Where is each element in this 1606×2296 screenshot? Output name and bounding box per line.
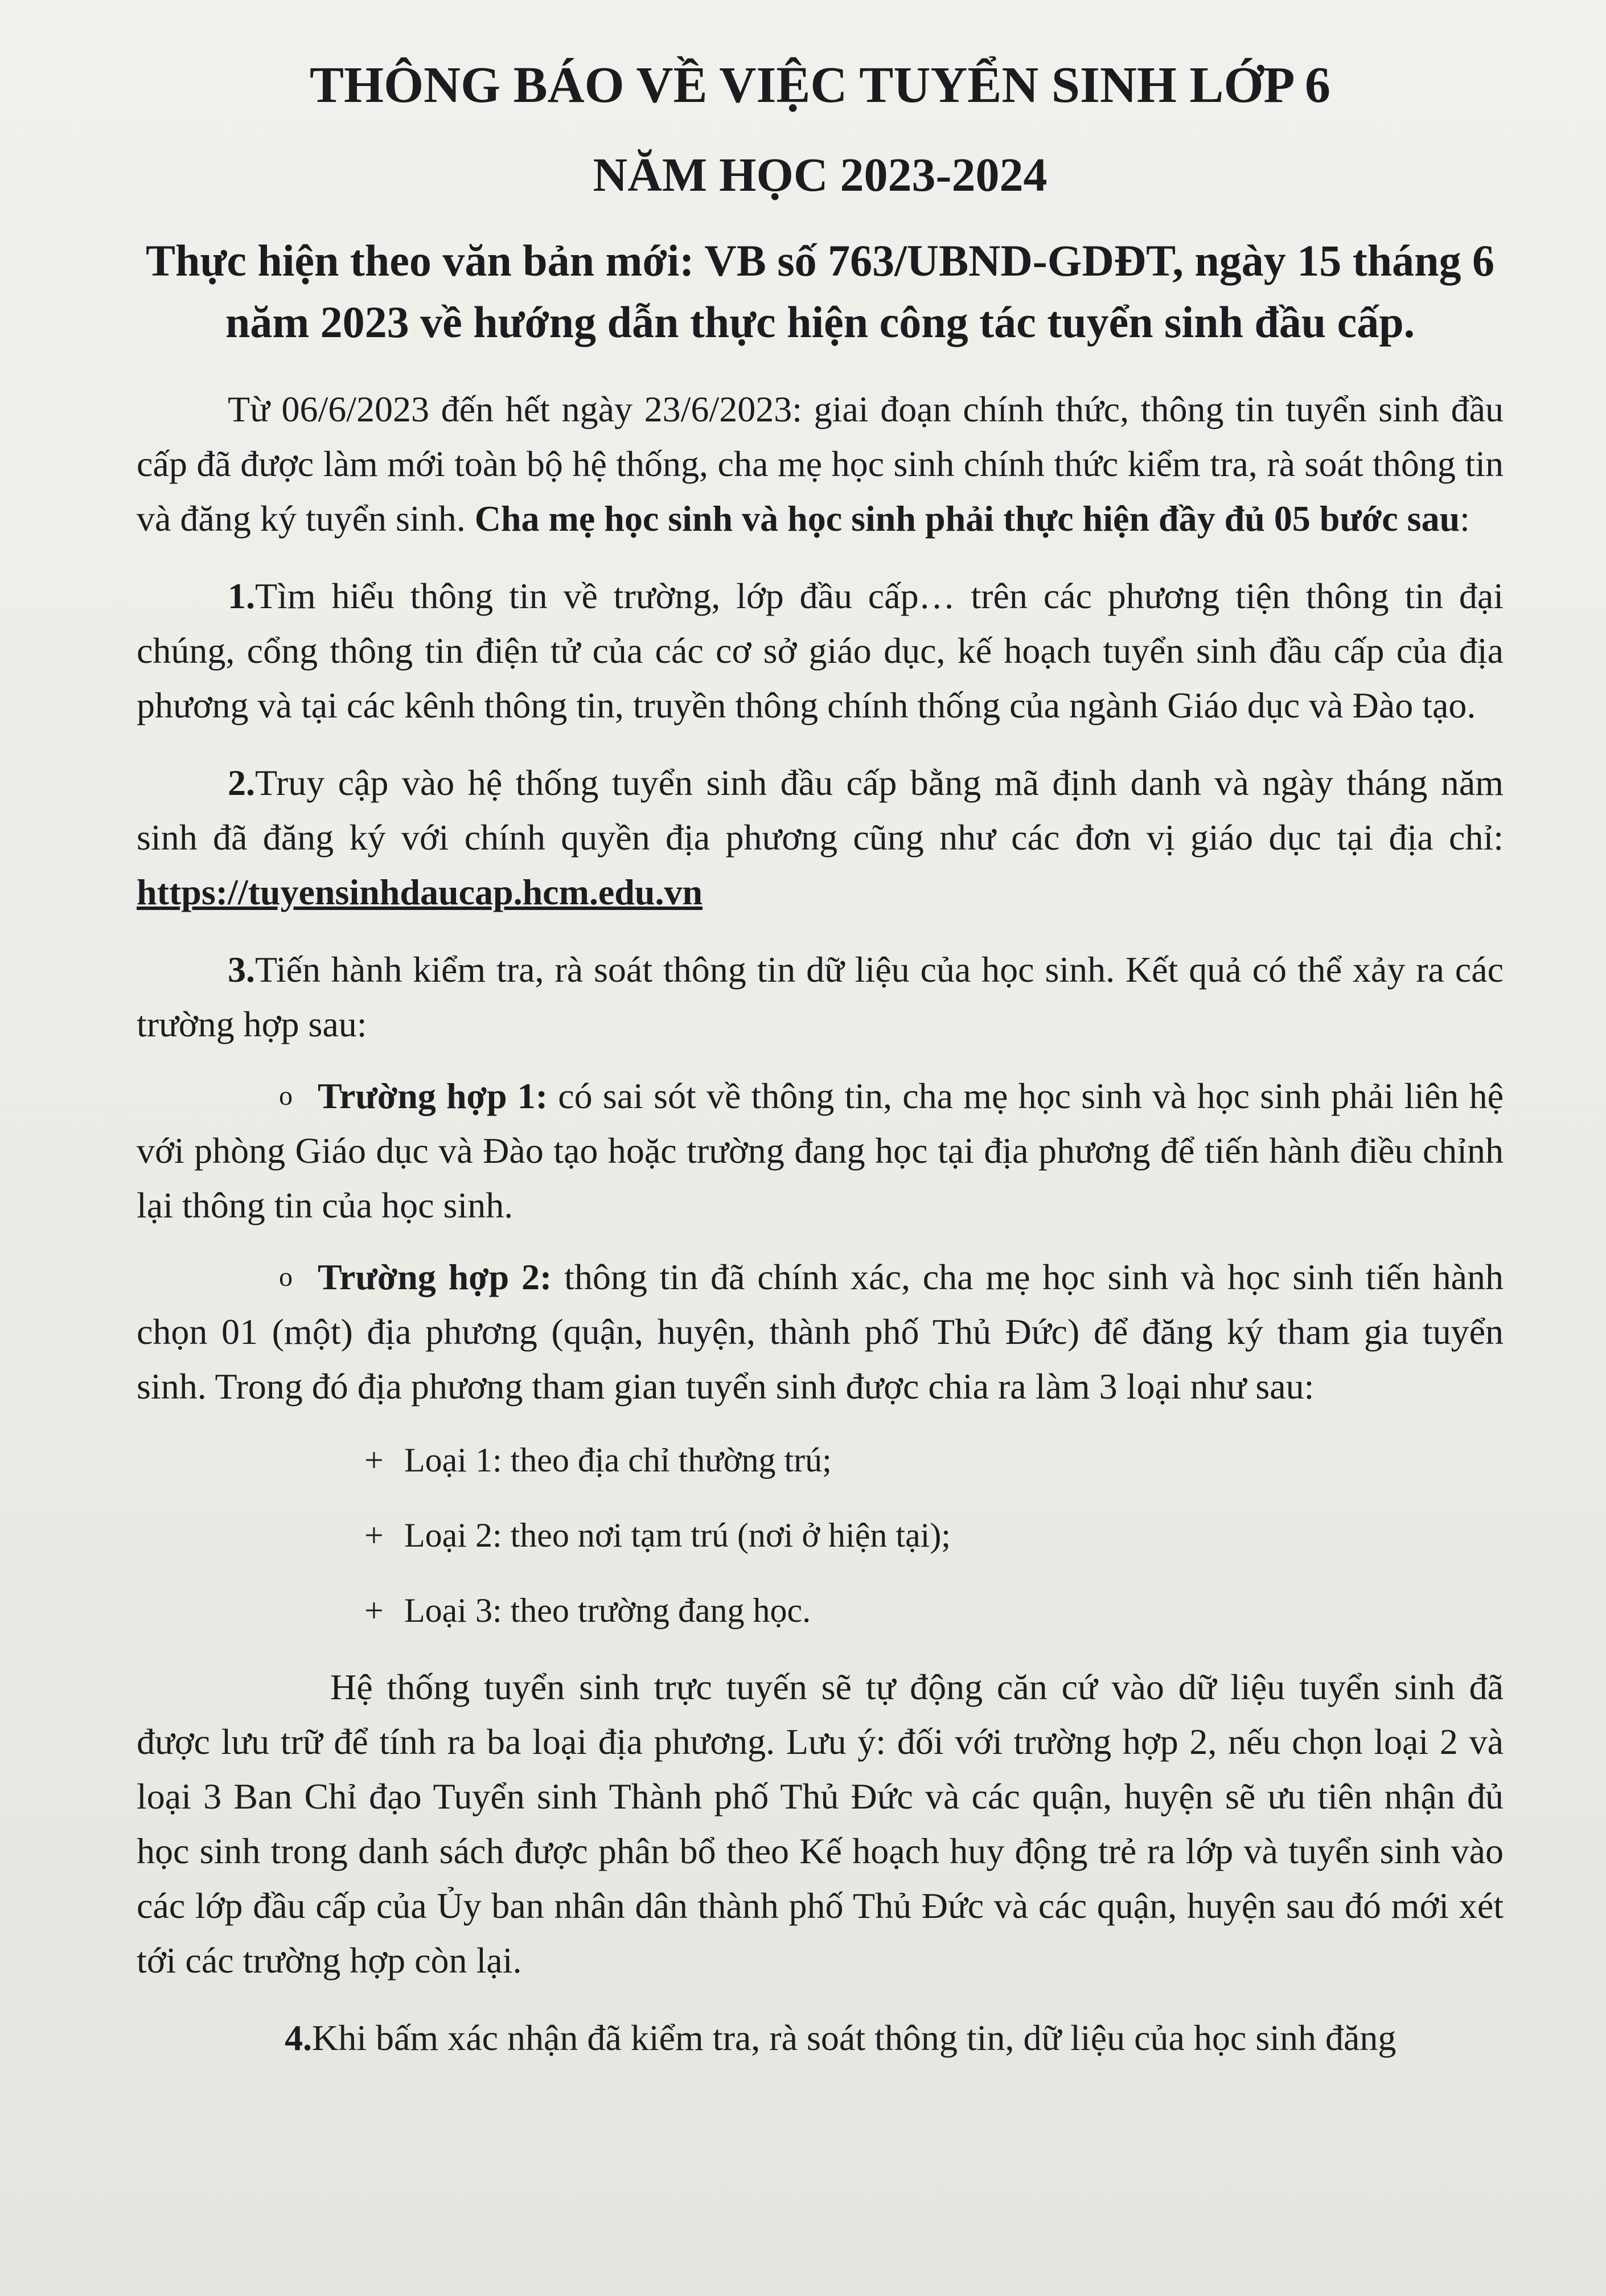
case-text: có sai sót về thông tin, cha mẹ học sinh và học sinh phải liên hệ với phòng Giáo dục và Đào tạo hoặc trường đang học tại địa phương để tiến hành điều chỉnh lại thông tin của học sinh. — [137, 1076, 1504, 1226]
circle-bullet-icon: o — [279, 1081, 293, 1112]
school-year: NĂM HỌC 2023-2024 — [593, 148, 1048, 202]
plus-bullet-icon: + — [364, 1516, 384, 1555]
case-1 — [137, 1069, 1504, 1233]
list-item — [364, 1585, 1504, 1636]
step-3 — [137, 942, 1504, 1052]
type-text: Loại 2: theo nơi tạm trú (nơi ở hiện tại); — [404, 1516, 951, 1555]
step-number: 1. — [228, 576, 255, 617]
intro-tail: : — [1460, 498, 1470, 539]
list-item — [364, 1510, 1504, 1561]
step-number: 2. — [228, 762, 255, 803]
case-text: thông tin đã chính xác, cha mẹ học sinh và học sinh tiến hành chọn 01 (một) địa phương (quận, huyện, thành phố Thủ Đức) để đăng ký tham gia tuyển sinh. Trong đó địa phương tham gian tuyển sinh được chia ra làm 3 loại như sau: — [137, 1257, 1504, 1407]
type-text: Loại 3: theo trường đang học. — [404, 1592, 811, 1630]
step-text: Tìm hiểu thông tin về trường, lớp đầu cấp… trên các phương tiện thông tin đại chúng, cổng thông tin điện tử của các cơ sở giáo dục, kế hoạch tuyển sinh đầu cấp của địa phương và tại các kênh thông tin, truyền thông chính thống của ngành Giáo dục và Đào tạo. — [137, 576, 1504, 726]
intro-paragraph — [137, 382, 1504, 546]
step-2 — [137, 756, 1504, 920]
registration-link[interactable]: https://tuyensinhdaucap.hcm.edu.vn — [137, 872, 703, 913]
intro-bold-text: Cha mẹ học sinh và học sinh phải thực hiện đầy đủ 05 bước sau — [474, 498, 1460, 539]
document-title: THÔNG BÁO VỀ VIỆC TUYỂN SINH LỚP 6 — [310, 57, 1330, 113]
case-label: Trường hợp 2: — [318, 1257, 552, 1298]
list-item — [364, 1434, 1504, 1486]
plus-bullet-icon: + — [364, 1592, 384, 1630]
plus-bullet-icon: + — [364, 1441, 384, 1479]
step-text: Khi bấm xác nhận đã kiểm tra, rà soát thông tin, dữ liệu của học sinh đăng — [312, 2018, 1396, 2059]
step-4 — [137, 2011, 1504, 2065]
step-1 — [137, 569, 1504, 733]
step-text: Truy cập vào hệ thống tuyển sinh đầu cấp bằng mã định danh và ngày tháng năm sinh đã đăng ký với chính quyền địa phương cũng như các đơn vị giáo dục tại địa chỉ: — [137, 762, 1504, 858]
step-number: 3. — [228, 949, 255, 990]
case-label: Trường hợp 1: — [318, 1076, 548, 1117]
region-type-list — [364, 1434, 1504, 1636]
intro-text: Từ 06/6/2023 đến hết ngày 23/6/2023: giai đoạn chính thức, thông tin tuyển sinh đầu cấp đã được làm mới toàn bộ hệ thống, cha mẹ học sinh chính thức kiểm tra, rà soát thông tin và đăng ký tuyển sinh. — [137, 389, 1504, 539]
step-text: Tiến hành kiểm tra, rà soát thông tin dữ liệu của học sinh. Kết quả có thể xảy ra các trường hợp sau: — [137, 949, 1504, 1045]
note-paragraph: Hệ thống tuyển sinh trực tuyến sẽ tự động căn cứ vào dữ liệu tuyển sinh đã được lưu trữ để tính ra ba loại địa phương. Lưu ý: đối với trường hợp 2, nếu chọn loại 2 và loại 3 Ban Chỉ đạo Tuyển sinh Thành phố Thủ Đức và các quận, huyện sẽ ưu tiên nhận đủ học sinh trong danh sách được phân bổ theo Kế hoạch huy động trẻ ra lớp và tuyển sinh vào các lớp đầu cấp của Ủy ban nhân dân thành phố Thủ Đức và các quận, huyện sau đó mới xét tới các trường hợp còn lại. — [137, 1667, 1504, 1981]
circle-bullet-icon: o — [279, 1262, 293, 1293]
step-number: 4. — [285, 2018, 312, 2059]
type-text: Loại 1: theo địa chỉ thường trú; — [404, 1441, 832, 1479]
case-2 — [137, 1250, 1504, 1414]
legal-basis: Thực hiện theo văn bản mới: VB số 763/UBND-GDĐT, ngày 15 tháng 6 năm 2023 về hướng dẫn thực hiện công tác tuyển sinh đầu cấp. — [146, 236, 1494, 347]
